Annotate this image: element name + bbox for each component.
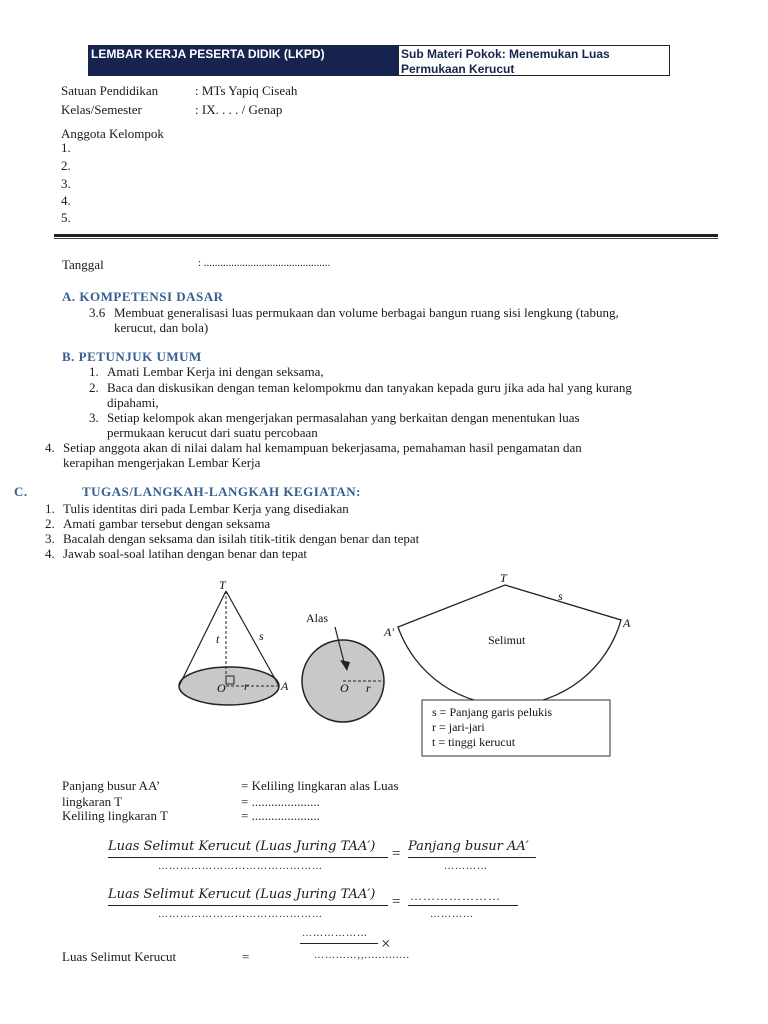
net-label-T: T	[500, 571, 507, 585]
section-b-item-3b: permukaan kerucut dari suatu percobaan	[107, 425, 318, 440]
frac1-bar-left	[108, 857, 388, 858]
section-b-item-2b: dipahami,	[107, 395, 159, 410]
section-c-num-4: 4.	[45, 546, 55, 561]
member-2: 2.	[61, 158, 71, 173]
header-right-line1: Sub Materi Pokok: Menemukan Luas	[401, 47, 610, 61]
section-a-number: 3.6	[89, 305, 106, 320]
net-label-s: s	[558, 589, 563, 603]
frac1-bar-right	[408, 857, 536, 858]
section-b-num-1: 1.	[89, 364, 99, 379]
section-b-item-2a: Baca dan diskusikan dengan teman kelompokmu dan tanyakan kepada guru jika ada hal yang kurang	[107, 380, 632, 395]
section-c-letter: C.	[14, 484, 28, 499]
section-a-text-1: Membuat generalisasi luas permukaan dan volume berbagai bangun ruang sisi lengkung (tabung,	[114, 305, 619, 320]
section-c-num-2: 2.	[45, 516, 55, 531]
section-c-item-4: Jawab soal-soal latihan dengan benar dan tepat	[63, 546, 308, 561]
final-times: ×	[381, 934, 391, 953]
header-right-line2: Permukaan Kerucut	[401, 62, 515, 76]
section-c-title: TUGAS/LANGKAH-LANGKAH KEGIATAN:	[82, 484, 362, 499]
legend-s: s = Panjang garis pelukis	[432, 705, 553, 719]
section-c-item-1: Tulis identitas diri pada Lembar Kerja yang disediakan	[63, 501, 349, 516]
frac2-den-left: ………………………………………	[158, 909, 323, 920]
frac2-num-right: …………………	[410, 889, 501, 903]
school-label: Satuan Pendidikan	[61, 83, 159, 98]
eq-row2-value: = .....................	[241, 794, 320, 809]
cone-label-O: O	[217, 681, 226, 695]
date-value: : ..............................................	[198, 257, 331, 269]
frac2-den-right: …………	[430, 909, 474, 920]
frac1-den-right: …………	[444, 861, 488, 872]
cone-label-T: T	[219, 578, 226, 592]
section-a-text-2: kerucut, dan bola)	[114, 320, 209, 335]
section-b-num-4: 4.	[45, 440, 55, 455]
section-c-num-1: 1.	[45, 501, 55, 516]
frac1-den-left: ………………………………………	[158, 861, 323, 872]
legend-r: r = jari-jari	[432, 720, 485, 734]
frac1-num-left: Luas Selimut Kerucut (Luas Juring TAA′)	[108, 839, 376, 854]
net-label-selimut: Selimut	[488, 633, 526, 647]
final-label: Luas Selimut Kerucut	[62, 949, 177, 964]
frac2-bar-right	[408, 905, 518, 906]
frac1-eq: =	[392, 846, 401, 862]
cone-label-A: A	[281, 679, 289, 693]
cone-label-s: s	[259, 629, 264, 643]
eq-row3-value: = .....................	[241, 808, 320, 823]
final-eq: =	[242, 949, 250, 964]
header-left-title: LEMBAR KERJA PESERTA DIDIK (LKPD)	[88, 45, 398, 76]
section-b-num-3: 3.	[89, 410, 99, 425]
section-b-item-4b: kerapihan mengerjakan Lembar Kerja	[63, 455, 261, 470]
final-num: ………………	[302, 928, 368, 939]
frac2-num-left: Luas Selimut Kerucut (Luas Juring TAA′)	[108, 887, 376, 902]
section-c-num-3: 3.	[45, 531, 55, 546]
section-b-title: B. PETUNJUK UMUM	[62, 349, 202, 364]
final-den: ……...…,,.............	[314, 950, 410, 961]
frac2-eq: =	[392, 894, 401, 910]
base-label-alas: Alas	[306, 611, 328, 625]
eq-row3-label: Keliling lingkaran T	[62, 808, 168, 823]
base-label-r: r	[366, 681, 371, 695]
section-b-item-3a: Setiap kelompok akan mengerjakan permasalahan yang berkaitan dengan menentukan luas	[107, 410, 580, 425]
member-3: 3.	[61, 176, 71, 191]
legend-t: t = tinggi kerucut	[432, 735, 516, 749]
group-label: Anggota Kelompok	[61, 126, 164, 141]
final-bar	[300, 943, 378, 944]
date-label: Tanggal	[62, 257, 104, 272]
frac1-num-right: Panjang busur AA′	[408, 839, 529, 854]
eq-row1-value: = Keliling lingkaran alas Luas	[241, 778, 399, 793]
eq-row2-label: lingkaran T	[62, 794, 123, 809]
base-label-O: O	[340, 681, 349, 695]
member-4: 4.	[61, 193, 71, 208]
section-c-item-3: Bacalah dengan seksama dan isilah titik-titik dengan benar dan tepat	[63, 531, 420, 546]
member-1: 1.	[61, 140, 71, 155]
member-5: 5.	[61, 210, 71, 225]
section-b-item-4a: Setiap anggota akan di nilai dalam hal kemampuan bekerjasama, pemahaman hasil pengamatan dan	[63, 440, 582, 455]
class-value: : IX. . . . / Genap	[195, 102, 283, 117]
cone-label-t: t	[216, 632, 220, 646]
net-label-A: A	[623, 616, 631, 630]
frac2-bar-left	[108, 905, 388, 906]
school-value: : MTs Yapiq Ciseah	[195, 83, 298, 98]
cone-label-r: r	[244, 679, 249, 693]
eq-row1-label: Panjang busur AA’	[62, 778, 161, 793]
section-a-title: A. KOMPETENSI DASAR	[62, 289, 224, 304]
class-label: Kelas/Semester	[61, 102, 142, 117]
section-b-num-2: 2.	[89, 380, 99, 395]
net-label-A-prime: A'	[384, 625, 394, 639]
section-c-item-2: Amati gambar tersebut dengan seksama	[63, 516, 271, 531]
section-b-item-1: Amati Lembar Kerja ini dengan seksama,	[107, 364, 324, 379]
